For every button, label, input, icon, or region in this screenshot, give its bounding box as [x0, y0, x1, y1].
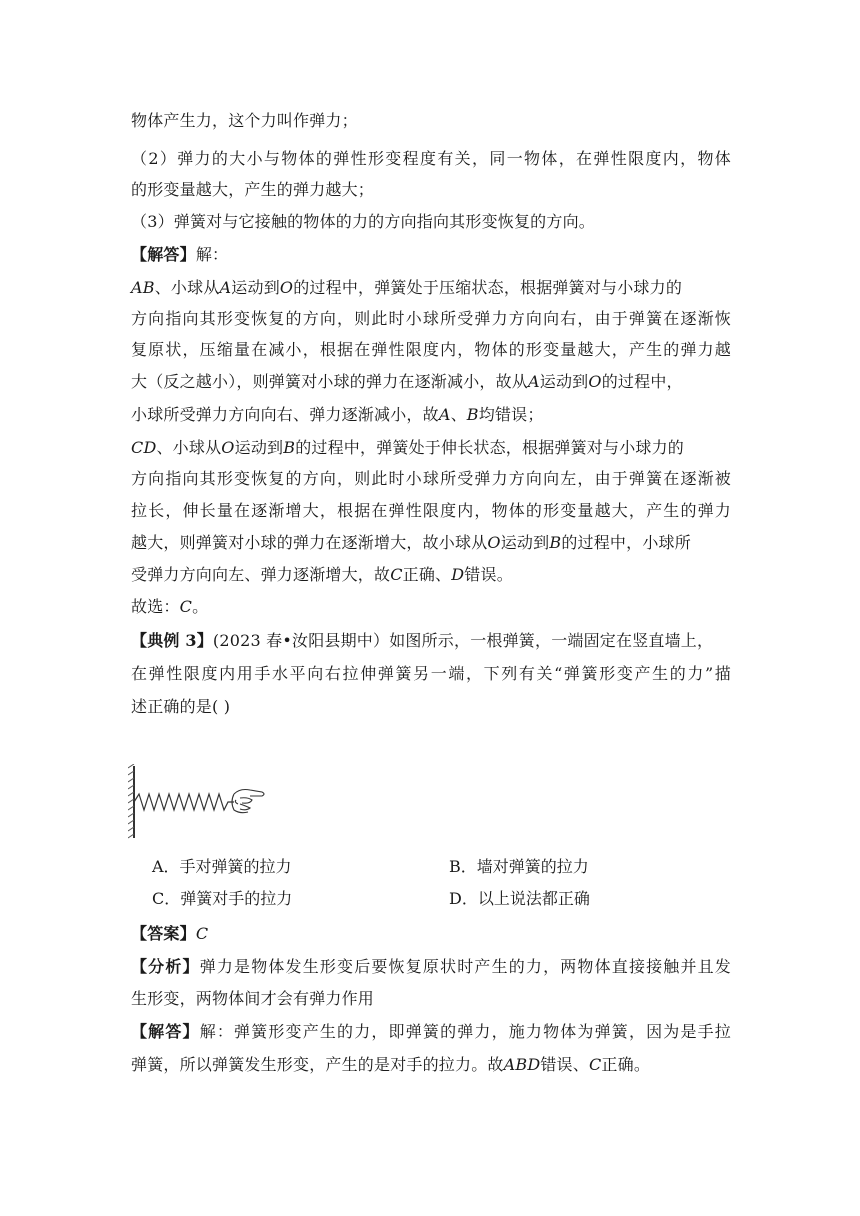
text-span: 的过程中，小球所 — [561, 533, 691, 552]
text-span: 、小球从 — [156, 438, 222, 457]
text-span: 方向指向其形变恢复的方向，则此时小球所受弹力方向向左，由于弹簧在逐渐被 — [131, 469, 731, 488]
option-a — [152, 857, 292, 877]
text-span: 越大，则弹簧对小球的弹力在逐渐增大，故小球从 — [131, 533, 488, 552]
text-span: 解：弹簧形变产生的力，即弹簧的弹力，施力物体为弹簧，因为是手拉 — [199, 1022, 731, 1041]
italic-term: B — [466, 405, 479, 424]
text-line — [131, 533, 731, 553]
analysis-tag: 【分析】 — [131, 957, 200, 976]
text-line — [131, 149, 731, 169]
text-span: 受弹力方向向左、弹力逐渐增大，故 — [131, 565, 391, 584]
text-span: 物体产生力，这个力叫作弹力； — [131, 111, 358, 130]
italic-term: B — [283, 438, 296, 457]
analysis-line — [131, 989, 731, 1009]
solution-line — [131, 1055, 731, 1075]
text-line — [131, 245, 731, 265]
italic-term: C — [588, 1055, 602, 1074]
text-span: 生形变，两物体间才会有弹力作用 — [131, 989, 375, 1008]
text-line — [131, 278, 731, 298]
text-span: 运动到 — [234, 438, 284, 457]
text-line — [131, 664, 731, 684]
text-line — [131, 631, 731, 651]
option-label: A．手对弹簧的拉力 — [152, 857, 292, 876]
text-line — [131, 501, 731, 521]
text-span: 的过程中， — [601, 372, 683, 391]
italic-term: O — [279, 278, 294, 297]
option-d — [449, 889, 590, 909]
text-line — [131, 212, 731, 232]
text-span: 复原状，压缩量在减小，根据在弹性限度内，物体的形变量越大，产生的弹力越 — [131, 340, 731, 359]
answer-value: C — [195, 924, 209, 943]
text-span: 正确。 — [601, 1055, 651, 1074]
text-line — [131, 405, 731, 425]
spring-icon — [134, 794, 234, 810]
italic-term: O — [221, 438, 235, 457]
option-label: C．弹簧对手的拉力 — [152, 889, 293, 908]
text-line — [131, 180, 731, 200]
section-tag: 【解答】 — [131, 245, 196, 264]
answer-tag: 【答案】 — [131, 924, 196, 943]
italic-term: C — [390, 565, 403, 584]
text-line — [131, 697, 731, 717]
text-span: 故选： — [131, 597, 180, 616]
text-span: 大（反之越小），则弹簧对小球的弹力在逐渐减小，故从 — [131, 372, 529, 391]
italic-term: ABD — [503, 1055, 541, 1074]
text-span: 弹簧，所以弹簧发生形变，产生的是对手的拉力。故 — [131, 1055, 504, 1074]
option-label: B．墙对弹簧的拉力 — [449, 857, 589, 876]
text-span: 错误。 — [464, 565, 513, 584]
option-b — [449, 857, 589, 877]
text-line — [131, 469, 731, 489]
text-span: 运动到 — [231, 278, 280, 297]
solution-line — [131, 1022, 731, 1042]
text-line — [131, 111, 731, 131]
text-span: 、 — [450, 405, 467, 424]
hand-icon — [232, 790, 264, 813]
italic-term: CD — [131, 438, 157, 457]
solution-tag: 【解答】 — [131, 1022, 200, 1041]
text-line — [131, 372, 731, 392]
italic-term: C — [179, 597, 193, 616]
text-span: 正确、 — [402, 565, 452, 584]
text-span: 弹力是物体发生形变后要恢复原状时产生的力，两物体直接接触并且发 — [199, 957, 731, 976]
italic-term: O — [487, 533, 501, 552]
text-span: 均错误； — [478, 405, 544, 424]
wall-icon — [128, 764, 134, 838]
italic-term: AB — [131, 278, 155, 297]
spring-wall-hand-figure — [128, 764, 268, 840]
text-span: 、小球从 — [154, 278, 220, 297]
text-span: 述正确的是( ) — [131, 697, 231, 716]
text-span: 运动到 — [500, 533, 550, 552]
text-span: （3）弹簧对与它接触的物体的力的方向指向其形变恢复的方向。 — [131, 212, 595, 231]
italic-term: D — [451, 565, 465, 584]
italic-term: A — [219, 278, 232, 297]
option-label: D．以上说法都正确 — [449, 889, 590, 908]
italic-term: A — [438, 405, 451, 424]
text-span: (2023 春•汝阳县期中）如图所示，一根弹簧，一端固定在竖直墙上， — [212, 631, 714, 650]
text-line — [131, 565, 731, 585]
example-tag: 【典例 3】 — [131, 631, 213, 650]
text-line — [131, 340, 731, 360]
text-span: （2）弹力的大小与物体的弹性形变程度有关，同一物体，在弹性限度内，物体 — [131, 149, 731, 168]
text-span: 拉长，伸长量在逐渐增大，根据在弹性限度内，物体的形变量越大，产生的弹力 — [131, 501, 731, 520]
option-c — [152, 889, 292, 909]
italic-term: O — [588, 372, 602, 391]
text-span: 方向指向其形变恢复的方向，则此时小球所受弹力方向向右，由于弹簧在逐渐恢 — [131, 309, 731, 328]
italic-term: B — [549, 533, 562, 552]
text-span: 的形变量越大，产生的弹力越大； — [131, 180, 375, 199]
text-span: 小球所受弹力方向向右、弹力逐渐减小，故 — [131, 405, 439, 424]
text-span: 的过程中，弹簧处于伸长状态，根据弹簧对与小球力的 — [295, 438, 685, 457]
answer-line — [131, 924, 731, 944]
text-span: 的过程中，弹簧处于压缩状态，根据弹簧对与小球力的 — [293, 278, 683, 297]
text-line — [131, 597, 731, 617]
text-span: 。 — [192, 597, 209, 616]
text-line — [131, 309, 731, 329]
text-span: 解： — [195, 245, 229, 264]
text-span: 运动到 — [539, 372, 589, 391]
analysis-line — [131, 957, 731, 977]
italic-term: A — [528, 372, 540, 391]
text-span: 错误、 — [540, 1055, 589, 1074]
text-span: 在弹性限度内用手水平向右拉伸弹簧另一端，下列有关“弹簧形变产生的力”描 — [131, 664, 731, 683]
text-line — [131, 438, 731, 458]
